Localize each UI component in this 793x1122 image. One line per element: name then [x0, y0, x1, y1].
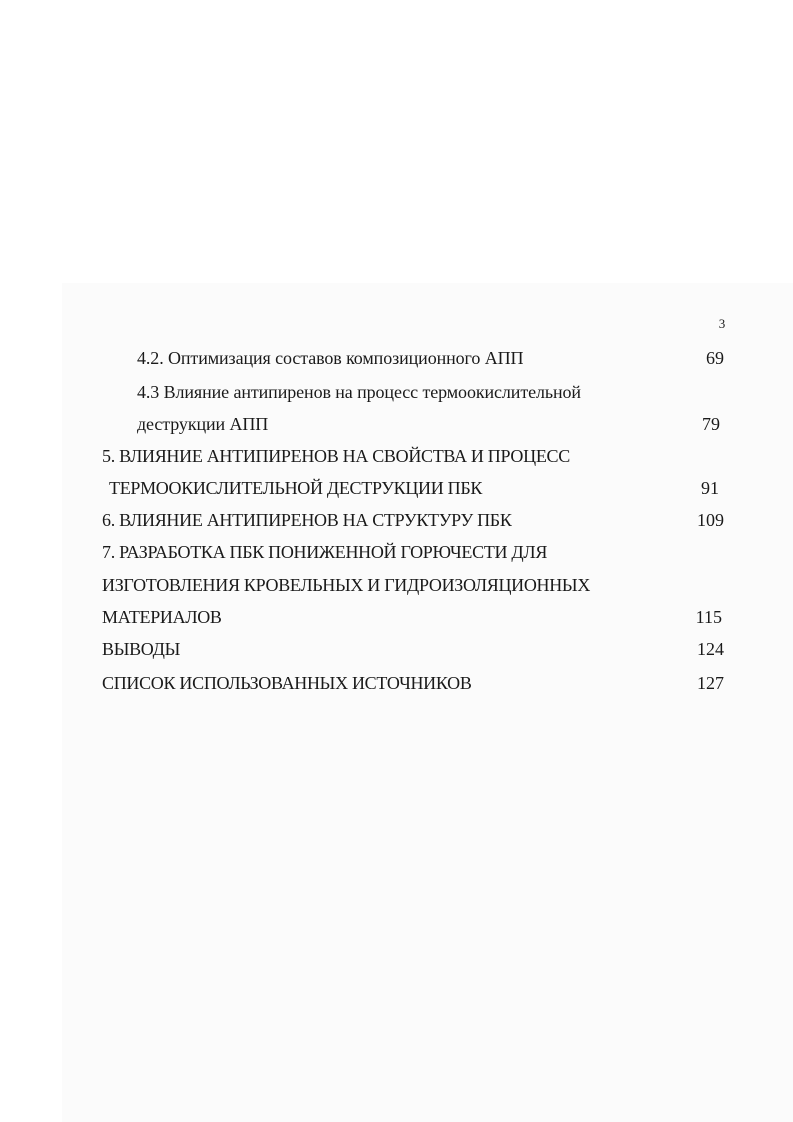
toc-entry-7-title-line2: ИЗГОТОВЛЕНИЯ КРОВЕЛЬНЫХ И ГИДРОИЗОЛЯЦИОННЫХ: [102, 575, 591, 595]
toc-entry-7-page: 115: [695, 607, 722, 627]
toc-entry-conclusions-page: 124: [697, 639, 724, 659]
toc-entry-references-page: 127: [697, 673, 724, 693]
toc-entry-4-2-page: 69: [706, 348, 724, 368]
scanned-page-area: [62, 283, 793, 1122]
toc-entry-7-title-line1: 7. РАЗРАБОТКА ПБК ПОНИЖЕННОЙ ГОРЮЧЕСТИ ДЛЯ: [102, 542, 548, 562]
toc-entry-4-3-page: 79: [702, 414, 720, 434]
page-number: 3: [718, 316, 726, 331]
toc-entry-5-page: 91: [701, 478, 719, 498]
toc-entry-4-3-title-line1: 4.3 Влияние антипиренов на процесс термоокислительной: [137, 382, 581, 402]
toc-entry-5-title-line2: ТЕРМООКИСЛИТЕЛЬНОЙ ДЕСТРУКЦИИ ПБК: [109, 478, 483, 498]
toc-entry-6-title: 6. ВЛИЯНИЕ АНТИПИРЕНОВ НА СТРУКТУРУ ПБК: [102, 510, 512, 530]
toc-entry-4-3-title-line2: деструкции АПП: [137, 414, 269, 434]
toc-entry-5-title-line1: 5. ВЛИЯНИЕ АНТИПИРЕНОВ НА СВОЙСТВА И ПРОЦЕСС: [102, 446, 570, 466]
toc-entry-7-title-line3: МАТЕРИАЛОВ: [102, 607, 222, 627]
toc-entry-conclusions-title: ВЫВОДЫ: [102, 639, 180, 659]
toc-entry-4-2-title: 4.2. Оптимизация составов композиционного АПП: [137, 348, 524, 368]
toc-entry-references-title: СПИСОК ИСПОЛЬЗОВАННЫХ ИСТОЧНИКОВ: [102, 673, 472, 693]
toc-entry-6-page: 109: [697, 510, 724, 530]
